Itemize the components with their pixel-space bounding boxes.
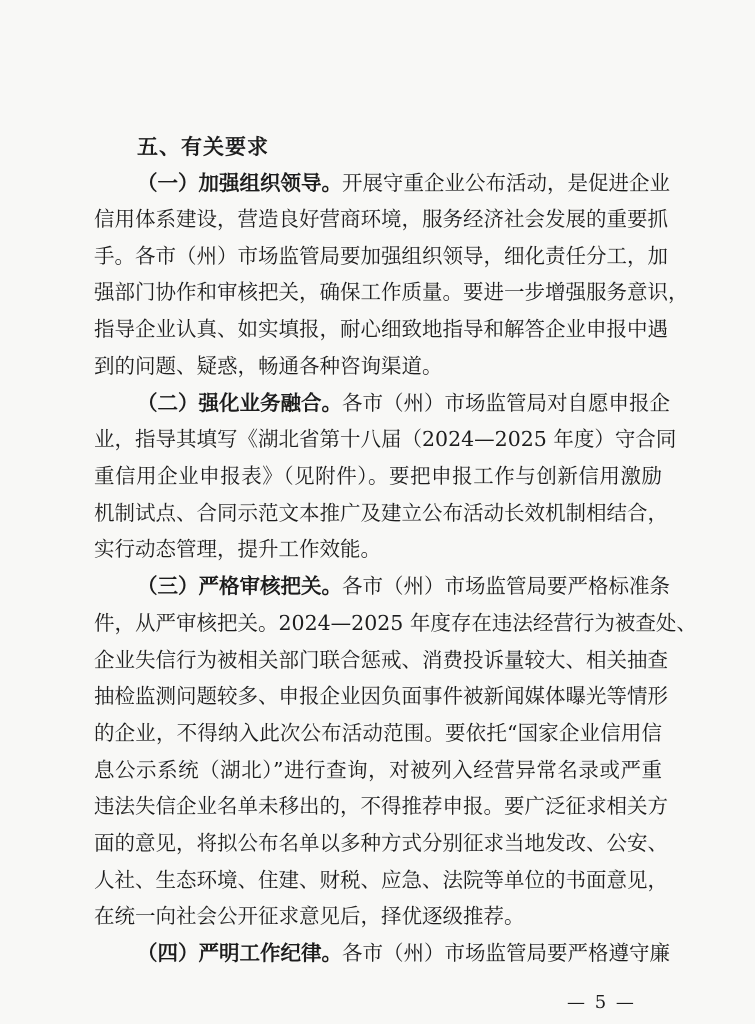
paragraph-2-line-5: 实行动态管理，提升工作效能。	[94, 537, 381, 561]
paragraph-2-line-1-rest: 各市（州）市场监管局对自愿申报企	[342, 391, 670, 415]
paragraph-3-line-1-rest: 各市（州）市场监管局要严格标准条	[342, 574, 670, 598]
paragraph-3-line-8: 面的意见，将拟公布名单以多种方式分别征求当地发改、公安、	[94, 831, 668, 855]
section-heading: 五、有关要求	[137, 135, 269, 159]
paragraph-4-line-1	[137, 935, 670, 971]
paragraph-3-lead: （三）严格审核把关。	[137, 574, 342, 598]
paragraph-3-line-5: 的企业，不得纳入此次公布活动范围。要依托“国家企业信用信	[94, 721, 662, 745]
paragraph-4-lead: （四）严明工作纪律。	[137, 941, 342, 965]
paragraph-3-line-1	[137, 568, 670, 604]
paragraph-3-line-4: 抽检监测问题较多、申报企业因负面事件被新闻媒体曝光等情形	[94, 684, 668, 708]
paragraph-3-line-10: 在统一向社会公开征求意见后，择优逐级推荐。	[94, 904, 525, 928]
paragraph-1-line-1	[137, 165, 670, 201]
paragraph-2-line-2: 业，指导其填写《湖北省第十八届（2024—2025 年度）守合同	[94, 427, 677, 451]
paragraph-3-line-9: 人社、生态环境、住建、财税、应急、法院等单位的书面意见，	[94, 868, 668, 892]
paragraph-2-line-1	[137, 385, 670, 421]
paragraph-1-line-1-rest: 开展守重企业公布活动，是促进企业	[342, 171, 670, 195]
paragraph-1-line-6: 到的问题、疑惑，畅通各种咨询渠道。	[94, 354, 443, 378]
paragraph-1-lead: （一）加强组织领导。	[137, 171, 342, 195]
paragraph-3-line-7: 违法失信企业名单未移出的，不得推荐申报。要广泛征求相关方	[94, 794, 668, 818]
paragraph-2-line-3: 重信用企业申报表》（见附件）。要把申报工作与创新信用激励	[94, 464, 662, 488]
paragraph-1-line-3: 手。各市（州）市场监管局要加强组织领导，细化责任分工，加	[94, 244, 668, 268]
page-number: — 5 —	[567, 992, 636, 1013]
paragraph-1-line-2: 信用体系建设，营造良好营商环境，服务经济社会发展的重要抓	[94, 207, 668, 231]
paragraph-3-line-6: 息公示系统（湖北）”进行查询，对被列入经营异常名录或严重	[94, 758, 662, 782]
paragraph-4-line-1-rest: 各市（州）市场监管局要严格遵守廉	[342, 941, 670, 965]
paragraph-2-line-4: 机制试点、合同示范文本推广及建立公布活动长效机制相结合，	[94, 501, 668, 525]
paragraph-3-line-2: 件，从严审核把关。2024—2025 年度存在违法经营行为被查处、	[94, 611, 697, 635]
paragraph-1-line-5: 指导企业认真、如实填报，耐心细致地指导和解答企业申报中遇	[94, 317, 668, 341]
paragraph-1-line-4: 强部门协作和审核把关，确保工作质量。要进一步增强服务意识，	[94, 280, 689, 304]
paragraph-2-lead: （二）强化业务融合。	[137, 391, 342, 415]
paragraph-3-line-3: 企业失信行为被相关部门联合惩戒、消费投诉量较大、相关抽查	[94, 648, 668, 672]
